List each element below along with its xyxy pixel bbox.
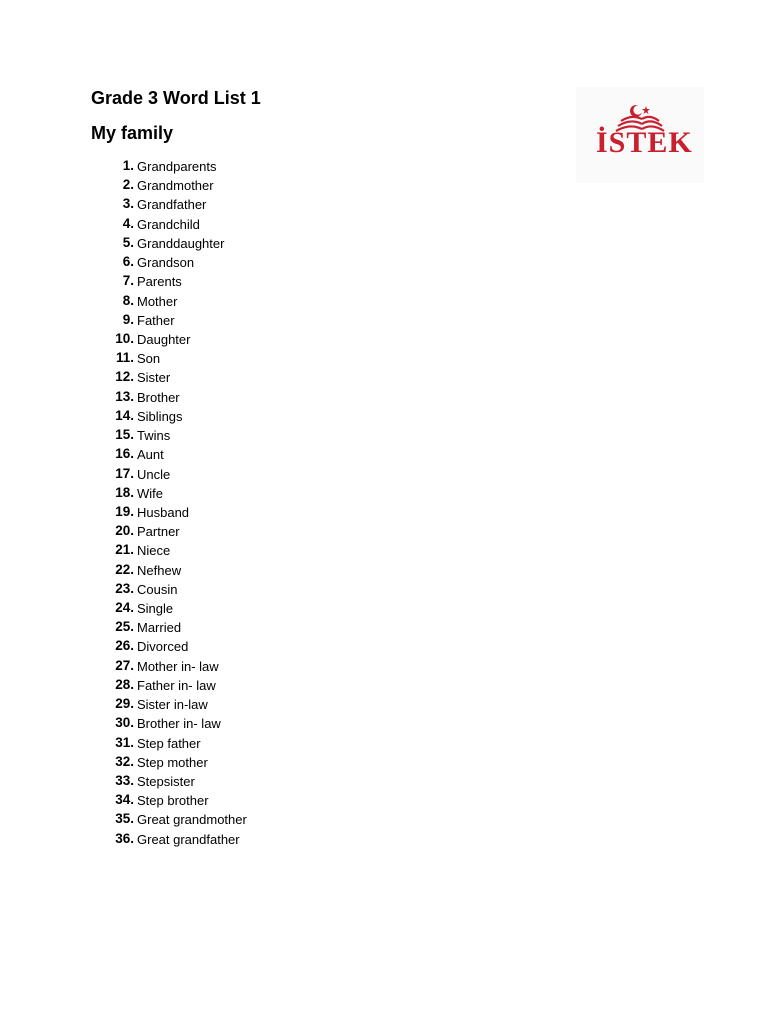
list-item — [0, 214, 400, 233]
list-item — [0, 598, 400, 617]
list-item-number: 23. — [115, 580, 134, 596]
list-item-number: 28. — [115, 676, 134, 692]
list-item-word: Sister — [137, 370, 171, 386]
list-item-word: Nefhew — [137, 562, 182, 578]
list-item — [0, 483, 400, 502]
list-item-word: Step brother — [137, 793, 209, 809]
list-item — [0, 233, 400, 252]
list-item-number: 35. — [115, 811, 134, 827]
list-item-word: Grandmother — [137, 178, 214, 194]
list-item-word: Step mother — [137, 754, 208, 770]
list-item-number: 21. — [115, 542, 134, 558]
list-item-word: Father in- law — [137, 677, 216, 693]
list-item-word: Wife — [137, 485, 163, 501]
list-item — [0, 194, 400, 213]
logo-wordmark: İSTEK — [596, 126, 693, 159]
list-item-number: 24. — [115, 600, 134, 616]
list-item-number: 2. — [122, 177, 134, 193]
list-item-word: Parents — [137, 274, 182, 290]
list-item — [0, 348, 400, 367]
list-item-number: 26. — [115, 638, 134, 654]
list-item — [0, 310, 400, 329]
list-item-word: Stepsister — [137, 774, 195, 789]
list-item-number: 33. — [115, 773, 134, 788]
list-item-number: 9. — [122, 311, 134, 327]
list-item-word: Father — [137, 312, 175, 328]
list-item-word: Divorced — [137, 639, 189, 655]
list-item-word: Husband — [137, 504, 190, 520]
list-item — [0, 829, 400, 848]
list-item-word: Aunt — [137, 447, 164, 463]
list-item-number: 11. — [115, 350, 134, 366]
list-item-number: 10. — [115, 330, 134, 346]
list-item-word: Daughter — [137, 331, 191, 347]
list-item-number: 20. — [115, 523, 134, 539]
list-item — [0, 521, 400, 540]
list-item — [0, 175, 400, 194]
list-item-word: Granddaughter — [137, 235, 225, 251]
list-item-word: Partner — [137, 524, 180, 540]
list-item-number: 1. — [122, 158, 134, 173]
list-item-number: 8. — [122, 292, 134, 308]
list-item-number: 29. — [115, 696, 134, 712]
list-item — [0, 771, 400, 790]
list-item — [0, 713, 400, 732]
list-item-number: 34. — [115, 792, 134, 808]
list-item — [0, 733, 400, 752]
istek-logo — [576, 87, 704, 183]
list-item-word: Sister in-law — [137, 697, 208, 713]
list-item-number: 12. — [115, 369, 134, 385]
list-item-number: 22. — [115, 561, 134, 577]
list-item — [0, 752, 400, 771]
list-item-number: 16. — [115, 446, 134, 462]
list-item — [0, 656, 400, 675]
list-item — [0, 329, 400, 348]
list-item-word: Niece — [137, 543, 171, 559]
list-item-word: Mother in- law — [137, 658, 219, 674]
list-item — [0, 675, 400, 694]
list-item — [0, 790, 400, 809]
word-list — [0, 156, 400, 848]
list-item-number: 3. — [122, 196, 134, 212]
list-item — [0, 464, 400, 483]
list-item-word: Brother — [137, 389, 180, 405]
list-item-number: 17. — [115, 465, 134, 481]
list-item-number: 19. — [115, 503, 134, 519]
list-item-number: 32. — [115, 753, 134, 769]
list-item-word: Grandchild — [137, 216, 200, 232]
list-item-number: 30. — [115, 715, 134, 731]
list-item — [0, 387, 400, 406]
list-item — [0, 579, 400, 598]
list-item-word: Step father — [137, 735, 201, 751]
list-item — [0, 636, 400, 655]
list-item-word: Cousin — [137, 581, 178, 597]
list-item-word: Grandparents — [137, 159, 217, 174]
list-item-word: Siblings — [137, 408, 183, 424]
list-item — [0, 617, 400, 636]
list-item-word: Married — [137, 620, 182, 636]
section-heading: My family — [91, 123, 174, 143]
list-item-number: 6. — [122, 254, 134, 270]
list-item — [0, 156, 400, 175]
list-item — [0, 425, 400, 444]
list-item — [0, 444, 400, 463]
list-item-word: Single — [137, 601, 174, 617]
list-item-number: 18. — [115, 484, 134, 500]
list-item — [0, 560, 400, 579]
list-item-word: Great grandmother — [137, 812, 247, 828]
list-item-number: 31. — [115, 734, 134, 750]
list-item-number: 5. — [122, 234, 134, 250]
list-item — [0, 271, 400, 290]
list-item-word: Son — [137, 351, 161, 367]
list-item-word: Grandson — [137, 255, 195, 271]
list-item-word: Grandfather — [137, 197, 207, 213]
list-item-word: Twins — [137, 428, 171, 444]
list-item-word: Brother in- law — [137, 716, 221, 732]
list-item — [0, 291, 400, 310]
list-item — [0, 694, 400, 713]
list-item-number: 14. — [115, 407, 134, 423]
list-item-number: 15. — [115, 427, 134, 443]
list-item-word: Uncle — [137, 466, 171, 482]
list-item — [0, 502, 400, 521]
list-item-number: 13. — [115, 388, 134, 404]
list-item-number: 25. — [115, 619, 134, 635]
list-item-word: Great grandfather — [137, 831, 240, 847]
list-item — [0, 809, 400, 828]
list-item-number: 36. — [115, 830, 134, 846]
page-title: Grade 3 Word List 1 — [91, 88, 261, 108]
list-item-word: Mother — [137, 293, 178, 309]
list-item-number: 4. — [122, 215, 134, 231]
list-item — [0, 540, 400, 559]
list-item-number: 7. — [122, 273, 134, 289]
list-item — [0, 406, 400, 425]
list-item — [0, 367, 400, 386]
list-item-number: 27. — [115, 657, 134, 673]
list-item — [0, 252, 400, 271]
